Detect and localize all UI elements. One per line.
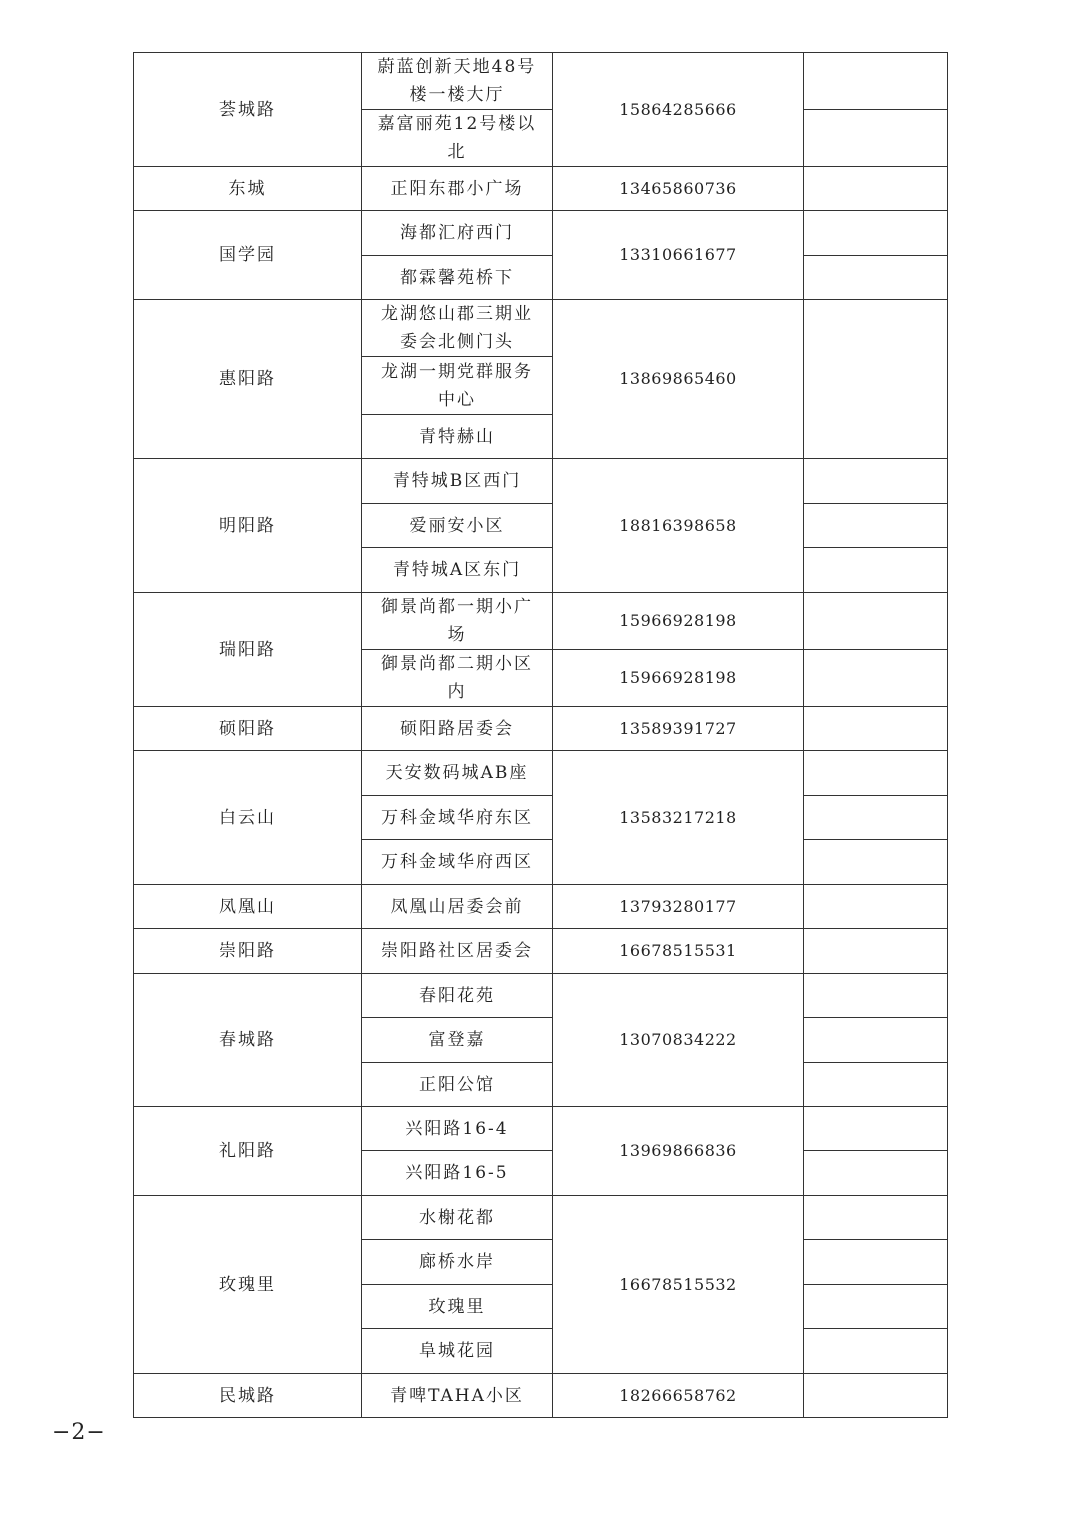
table-row [134, 885, 948, 929]
table-row [134, 1374, 948, 1418]
site-cell: 硕阳路居委会 [362, 707, 553, 751]
blank-cell [804, 751, 948, 796]
table-row [134, 593, 948, 650]
site-cell: 水榭花都 [362, 1196, 553, 1240]
phone-cell: 16678515532 [553, 1196, 804, 1374]
phone-cell: 13969866836 [553, 1107, 804, 1196]
phone-cell: 13070834222 [553, 974, 804, 1107]
table-row [134, 167, 948, 211]
phone-cell: 13583217218 [553, 751, 804, 885]
blank-cell [804, 1151, 948, 1196]
site-table [133, 52, 948, 1418]
community-cell: 白云山 [134, 751, 362, 885]
blank-cell [804, 110, 948, 167]
blank-cell [804, 300, 948, 459]
blank-cell [804, 1107, 948, 1151]
blank-cell [804, 593, 948, 650]
blank-cell [804, 211, 948, 256]
blank-cell [804, 1285, 948, 1329]
community-cell: 明阳路 [134, 459, 362, 593]
phone-cell: 13589391727 [553, 707, 804, 751]
site-cell: 御景尚都一期小广场 [362, 593, 553, 650]
phone-cell: 15966928198 [553, 593, 804, 650]
community-cell: 民城路 [134, 1374, 362, 1418]
table-row [134, 300, 948, 357]
blank-cell [804, 548, 948, 593]
blank-cell [804, 504, 948, 548]
table-row [134, 459, 948, 504]
site-cell: 青啤TAHA小区 [362, 1374, 553, 1418]
community-cell: 国学园 [134, 211, 362, 300]
site-cell: 万科金域华府西区 [362, 840, 553, 885]
site-cell: 爱丽安小区 [362, 504, 553, 548]
blank-cell [804, 796, 948, 840]
community-cell: 礼阳路 [134, 1107, 362, 1196]
phone-cell: 18816398658 [553, 459, 804, 593]
phone-cell: 15966928198 [553, 650, 804, 707]
phone-cell: 13310661677 [553, 211, 804, 300]
blank-cell [804, 1063, 948, 1107]
blank-cell [804, 885, 948, 929]
site-cell: 海都汇府西门 [362, 211, 553, 256]
table-row [134, 1196, 948, 1240]
site-cell: 嘉富丽苑12号楼以北 [362, 110, 553, 167]
table-row [134, 974, 948, 1018]
site-cell: 青特城B区西门 [362, 459, 553, 504]
site-cell: 春阳花苑 [362, 974, 553, 1018]
phone-cell: 16678515531 [553, 929, 804, 974]
table-row [134, 707, 948, 751]
table-row [134, 929, 948, 974]
community-cell: 崇阳路 [134, 929, 362, 974]
table-row [134, 211, 948, 256]
site-cell: 天安数码城AB座 [362, 751, 553, 796]
community-cell: 东城 [134, 167, 362, 211]
community-cell: 荟城路 [134, 53, 362, 167]
blank-cell [804, 650, 948, 707]
site-cell: 富登嘉 [362, 1018, 553, 1063]
site-cell: 凤凰山居委会前 [362, 885, 553, 929]
site-cell: 蔚蓝创新天地48号楼一楼大厅 [362, 53, 553, 110]
community-cell: 凤凰山 [134, 885, 362, 929]
site-cell: 龙湖一期党群服务中心 [362, 357, 553, 415]
blank-cell [804, 1018, 948, 1063]
table-row [134, 1107, 948, 1151]
site-cell: 正阳东郡小广场 [362, 167, 553, 211]
phone-cell: 18266658762 [553, 1374, 804, 1418]
blank-cell [804, 1374, 948, 1418]
site-cell: 兴阳路16-4 [362, 1107, 553, 1151]
site-cell: 兴阳路16-5 [362, 1151, 553, 1196]
phone-cell: 13793280177 [553, 885, 804, 929]
site-cell: 廊桥水岸 [362, 1240, 553, 1285]
site-cell: 阜城花园 [362, 1329, 553, 1374]
table-row [134, 53, 948, 110]
community-cell: 瑞阳路 [134, 593, 362, 707]
blank-cell [804, 1329, 948, 1374]
blank-cell [804, 1196, 948, 1240]
community-cell: 惠阳路 [134, 300, 362, 459]
phone-cell: 13465860736 [553, 167, 804, 211]
table-row [134, 751, 948, 796]
blank-cell [804, 974, 948, 1018]
phone-cell: 13869865460 [553, 300, 804, 459]
site-cell: 龙湖悠山郡三期业委会北侧门头 [362, 300, 553, 357]
site-cell: 青特赫山 [362, 415, 553, 459]
blank-cell [804, 840, 948, 885]
blank-cell [804, 459, 948, 504]
blank-cell [804, 929, 948, 974]
site-cell: 青特城A区东门 [362, 548, 553, 593]
site-cell: 正阳公馆 [362, 1063, 553, 1107]
blank-cell [804, 256, 948, 300]
blank-cell [804, 167, 948, 211]
site-cell: 万科金域华府东区 [362, 796, 553, 840]
blank-cell [804, 53, 948, 110]
phone-cell: 15864285666 [553, 53, 804, 167]
blank-cell [804, 707, 948, 751]
site-cell: 御景尚都二期小区内 [362, 650, 553, 707]
community-cell: 春城路 [134, 974, 362, 1107]
site-cell: 都霖馨苑桥下 [362, 256, 553, 300]
page-number: −2− [52, 1420, 106, 1445]
blank-cell [804, 1240, 948, 1285]
site-cell: 崇阳路社区居委会 [362, 929, 553, 974]
community-cell: 玫瑰里 [134, 1196, 362, 1374]
site-cell: 玫瑰里 [362, 1285, 553, 1329]
community-cell: 硕阳路 [134, 707, 362, 751]
